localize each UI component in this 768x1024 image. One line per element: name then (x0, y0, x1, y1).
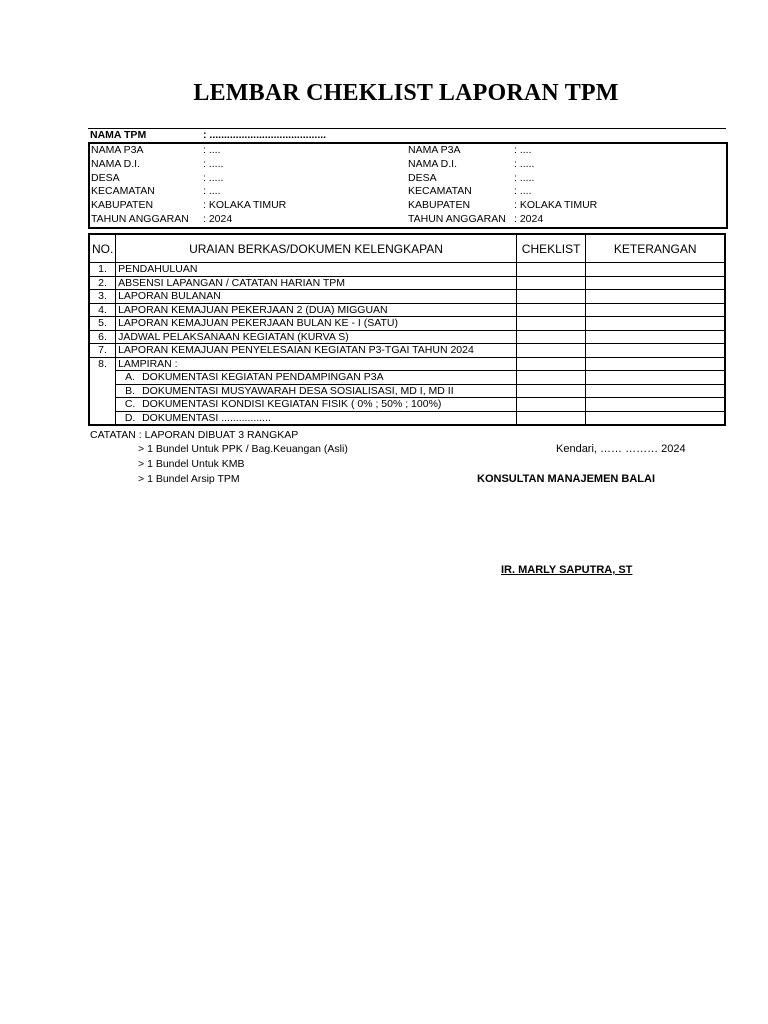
subrow-letter: C. (124, 398, 136, 411)
row-no: 7. (89, 344, 116, 358)
note-text: 1 Bundel Untuk KMB (147, 458, 245, 470)
info-right-label: NAMA P3A (408, 144, 461, 156)
note-item (138, 443, 348, 456)
row-no: 3. (89, 290, 116, 304)
subrow-text: DOKUMENTASI ................. (142, 411, 271, 424)
row-no: 5. (89, 317, 116, 331)
subrow-letter: D. (124, 411, 136, 424)
info-left-label: DESA (91, 172, 120, 184)
table-row (89, 357, 725, 371)
note-text: 1 Bundel Arsip TPM (147, 473, 240, 485)
info-left-label: KABUPATEN (91, 199, 154, 211)
table-row (89, 303, 725, 317)
signature-org: KONSULTAN MANAJEMEN BALAI (477, 473, 656, 485)
note-marker: > (138, 458, 145, 470)
subrow-desc (116, 371, 517, 385)
row-checkbox[interactable] (516, 330, 586, 344)
row-keterangan[interactable] (586, 357, 725, 371)
place-date: Kendari, …… ……… 2024 (556, 443, 686, 455)
info-box (88, 142, 728, 229)
subrow-content (118, 371, 514, 383)
row-checkbox[interactable] (516, 411, 586, 425)
row-no: 8. (89, 357, 116, 371)
subrow-letter: B. (125, 384, 136, 397)
table-subrow (89, 398, 725, 412)
row-desc: PENDAHULUAN (116, 263, 517, 277)
document-title: LEMBAR CHEKLIST LAPORAN TPM (193, 80, 619, 106)
note-marker: > (138, 473, 145, 485)
table-row (89, 290, 725, 304)
row-no: 6. (89, 330, 116, 344)
catatan-text: CATATAN : LAPORAN DIBUAT 3 RANGKAP (90, 429, 299, 441)
header-no: NO. (89, 234, 116, 263)
row-desc: LAPORAN BULANAN (116, 290, 517, 304)
row-checkbox[interactable] (516, 384, 586, 398)
table-row (89, 344, 725, 358)
nama-tpm-label: NAMA TPM (90, 129, 147, 141)
row-no-empty (89, 398, 116, 412)
info-right-value: : ..... (514, 172, 535, 184)
info-left-value: : KOLAKA TIMUR (203, 199, 287, 211)
subrow-text: DOKUMENTASI MUSYAWARAH DESA SOSIALISASI, MD I, MD II (142, 384, 454, 397)
row-checkbox[interactable] (516, 371, 586, 385)
table-subrow (89, 384, 725, 398)
row-keterangan[interactable] (586, 384, 725, 398)
subrow-content (118, 398, 514, 410)
info-left-value: : 2024 (203, 213, 233, 225)
row-no: 1. (89, 263, 116, 277)
row-keterangan[interactable] (586, 317, 725, 331)
checklist-table (88, 233, 726, 426)
row-checkbox[interactable] (516, 263, 586, 277)
info-left-value: : .... (203, 144, 221, 156)
table-subrow (89, 411, 725, 425)
info-left-value: : ..... (203, 172, 224, 184)
info-right-value: : .... (514, 144, 532, 156)
subrow-content (118, 385, 514, 397)
row-checkbox[interactable] (516, 357, 586, 371)
row-checkbox[interactable] (516, 276, 586, 290)
subrow-content (118, 412, 514, 424)
row-no-empty (89, 411, 116, 425)
table-row (89, 276, 725, 290)
row-desc: JADWAL PELAKSANAAN KEGIATAN (KURVA S) (116, 330, 517, 344)
row-checkbox[interactable] (516, 317, 586, 331)
row-keterangan[interactable] (586, 344, 725, 358)
row-no-empty (89, 384, 116, 398)
info-right-label: KECAMATAN (408, 185, 472, 197)
table-row (89, 317, 725, 331)
table-subrow (89, 371, 725, 385)
info-left-label: KECAMATAN (91, 185, 155, 197)
row-checkbox[interactable] (516, 398, 586, 412)
row-no: 2. (89, 276, 116, 290)
row-desc: LAPORAN KEMAJUAN PEKERJAAN 2 (DUA) MIGGUAN (116, 303, 517, 317)
info-left-label: TAHUN ANGGARAN (91, 213, 189, 225)
header-cheklist: CHEKLIST (516, 234, 586, 263)
info-right-value: : ..... (514, 158, 535, 170)
row-keterangan[interactable] (586, 303, 725, 317)
table-row (89, 330, 725, 344)
info-left-label: NAMA D.I. (91, 158, 141, 170)
row-keterangan[interactable] (586, 290, 725, 304)
info-right-label: NAMA D.I. (408, 158, 458, 170)
row-desc: LAPORAN KEMAJUAN PENYELESAIAN KEGIATAN P3-TGAI TAHUN 2024 (116, 344, 517, 358)
subrow-desc (116, 411, 517, 425)
row-no: 4. (89, 303, 116, 317)
row-keterangan[interactable] (586, 411, 725, 425)
row-checkbox[interactable] (516, 290, 586, 304)
header-uraian: URAIAN BERKAS/DOKUMEN KELENGKAPAN (116, 234, 517, 263)
note-text: 1 Bundel Untuk PPK / Bag.Keuangan (Asli) (147, 443, 348, 455)
row-no-empty (89, 371, 116, 385)
subrow-desc (116, 398, 517, 412)
subrow-text: DOKUMENTASI KONDISI KEGIATAN FISIK ( 0% ; 50% ; 100%) (142, 398, 442, 411)
note-item (138, 473, 240, 486)
row-keterangan[interactable] (586, 371, 725, 385)
info-right-value: : KOLAKA TIMUR (514, 199, 598, 211)
row-desc: ABSENSI LAPANGAN / CATATAN HARIAN TPM (116, 276, 517, 290)
table-row (89, 263, 725, 277)
row-keterangan[interactable] (586, 398, 725, 412)
info-right-label: DESA (408, 172, 437, 184)
subrow-desc (116, 384, 517, 398)
nama-tpm-value: : ........................................ (203, 129, 327, 141)
header-divider (88, 128, 726, 129)
row-keterangan[interactable] (586, 263, 725, 277)
subrow-text: DOKUMENTASI KEGIATAN PENDAMPINGAN P3A (142, 371, 384, 384)
header-keterangan: KETERANGAN (586, 234, 725, 263)
row-keterangan[interactable] (586, 330, 725, 344)
info-left-label: NAMA P3A (91, 144, 144, 156)
note-marker: > (138, 443, 145, 455)
row-desc: LAPORAN KEMAJUAN PEKERJAAN BULAN KE - I (SATU) (116, 317, 517, 331)
info-right-value: : 2024 (514, 213, 544, 225)
row-checkbox[interactable] (516, 303, 586, 317)
row-desc: LAMPIRAN : (116, 357, 517, 371)
row-checkbox[interactable] (516, 344, 586, 358)
info-left-value: : ..... (203, 158, 224, 170)
table-header-row (89, 234, 725, 263)
subrow-letter: A. (125, 371, 136, 384)
info-right-label: TAHUN ANGGARAN (408, 213, 506, 225)
note-item (138, 458, 245, 471)
row-keterangan[interactable] (586, 276, 725, 290)
info-right-label: KABUPATEN (408, 199, 471, 211)
signature-name: IR. MARLY SAPUTRA, ST (501, 564, 633, 576)
info-right-value: : .... (514, 185, 532, 197)
info-left-value: : .... (203, 185, 221, 197)
